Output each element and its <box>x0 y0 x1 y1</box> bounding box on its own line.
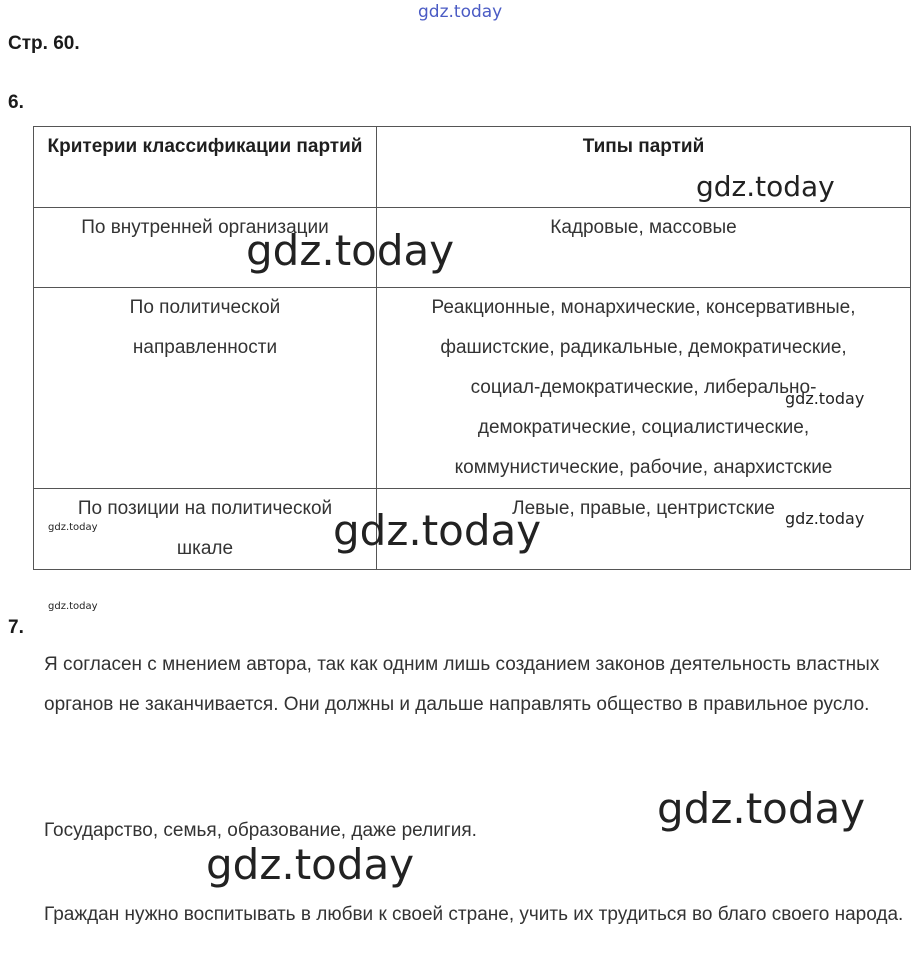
row-types: Кадровые, массовые <box>377 208 911 288</box>
watermark-below-table: gdz.today <box>48 601 98 612</box>
task-6-number: 6. <box>8 92 24 113</box>
watermark-table-row3-large: gdz.today <box>333 506 542 555</box>
task-7-paragraph-3: Граждан нужно воспитывать в любви к своей стране, учить их трудиться во благо своего народа. <box>44 904 904 925</box>
watermark-table-row3-small-right: gdz.today <box>785 509 865 528</box>
row-criterion: По политической направленности <box>34 288 377 489</box>
row-types: Левые, правые, центристские <box>377 489 911 570</box>
watermark-section7-right: gdz.today <box>657 784 866 833</box>
header-types: Типы партий <box>377 127 911 208</box>
watermark-table-header: gdz.today <box>696 170 835 203</box>
watermark-section7-center: gdz.today <box>206 840 415 889</box>
row-types: Реакционные, монархические, консервативные, фашистские, радикальные, демократические, социал-демократические, либерально-демократические, социалистические, коммунистические, рабочие, анархистские <box>377 288 911 489</box>
task-7-number: 7. <box>8 617 24 638</box>
table-row <box>34 208 911 288</box>
watermark-table-row2: gdz.today <box>785 389 865 408</box>
watermark-top: gdz.today <box>418 2 503 22</box>
watermark-table-row1: gdz.today <box>246 226 455 275</box>
watermark-table-row3-small-left: gdz.today <box>48 522 98 533</box>
task-7-paragraph-2: Государство, семья, образование, даже религия. <box>44 820 477 841</box>
header-criteria: Критерии классификации партий <box>34 127 377 208</box>
row-criterion: По позиции на политической шкале <box>34 489 377 570</box>
row-criterion: По внутренней организации <box>34 208 377 288</box>
task-7-paragraph-1: Я согласен с мнением автора, так как одним лишь созданием законов деятельность властных органов не заканчивается. Они должны и дальше направлять общество в правильное русло. <box>44 654 880 715</box>
table-row <box>34 288 911 489</box>
page-label: Стр. 60. <box>8 33 80 54</box>
